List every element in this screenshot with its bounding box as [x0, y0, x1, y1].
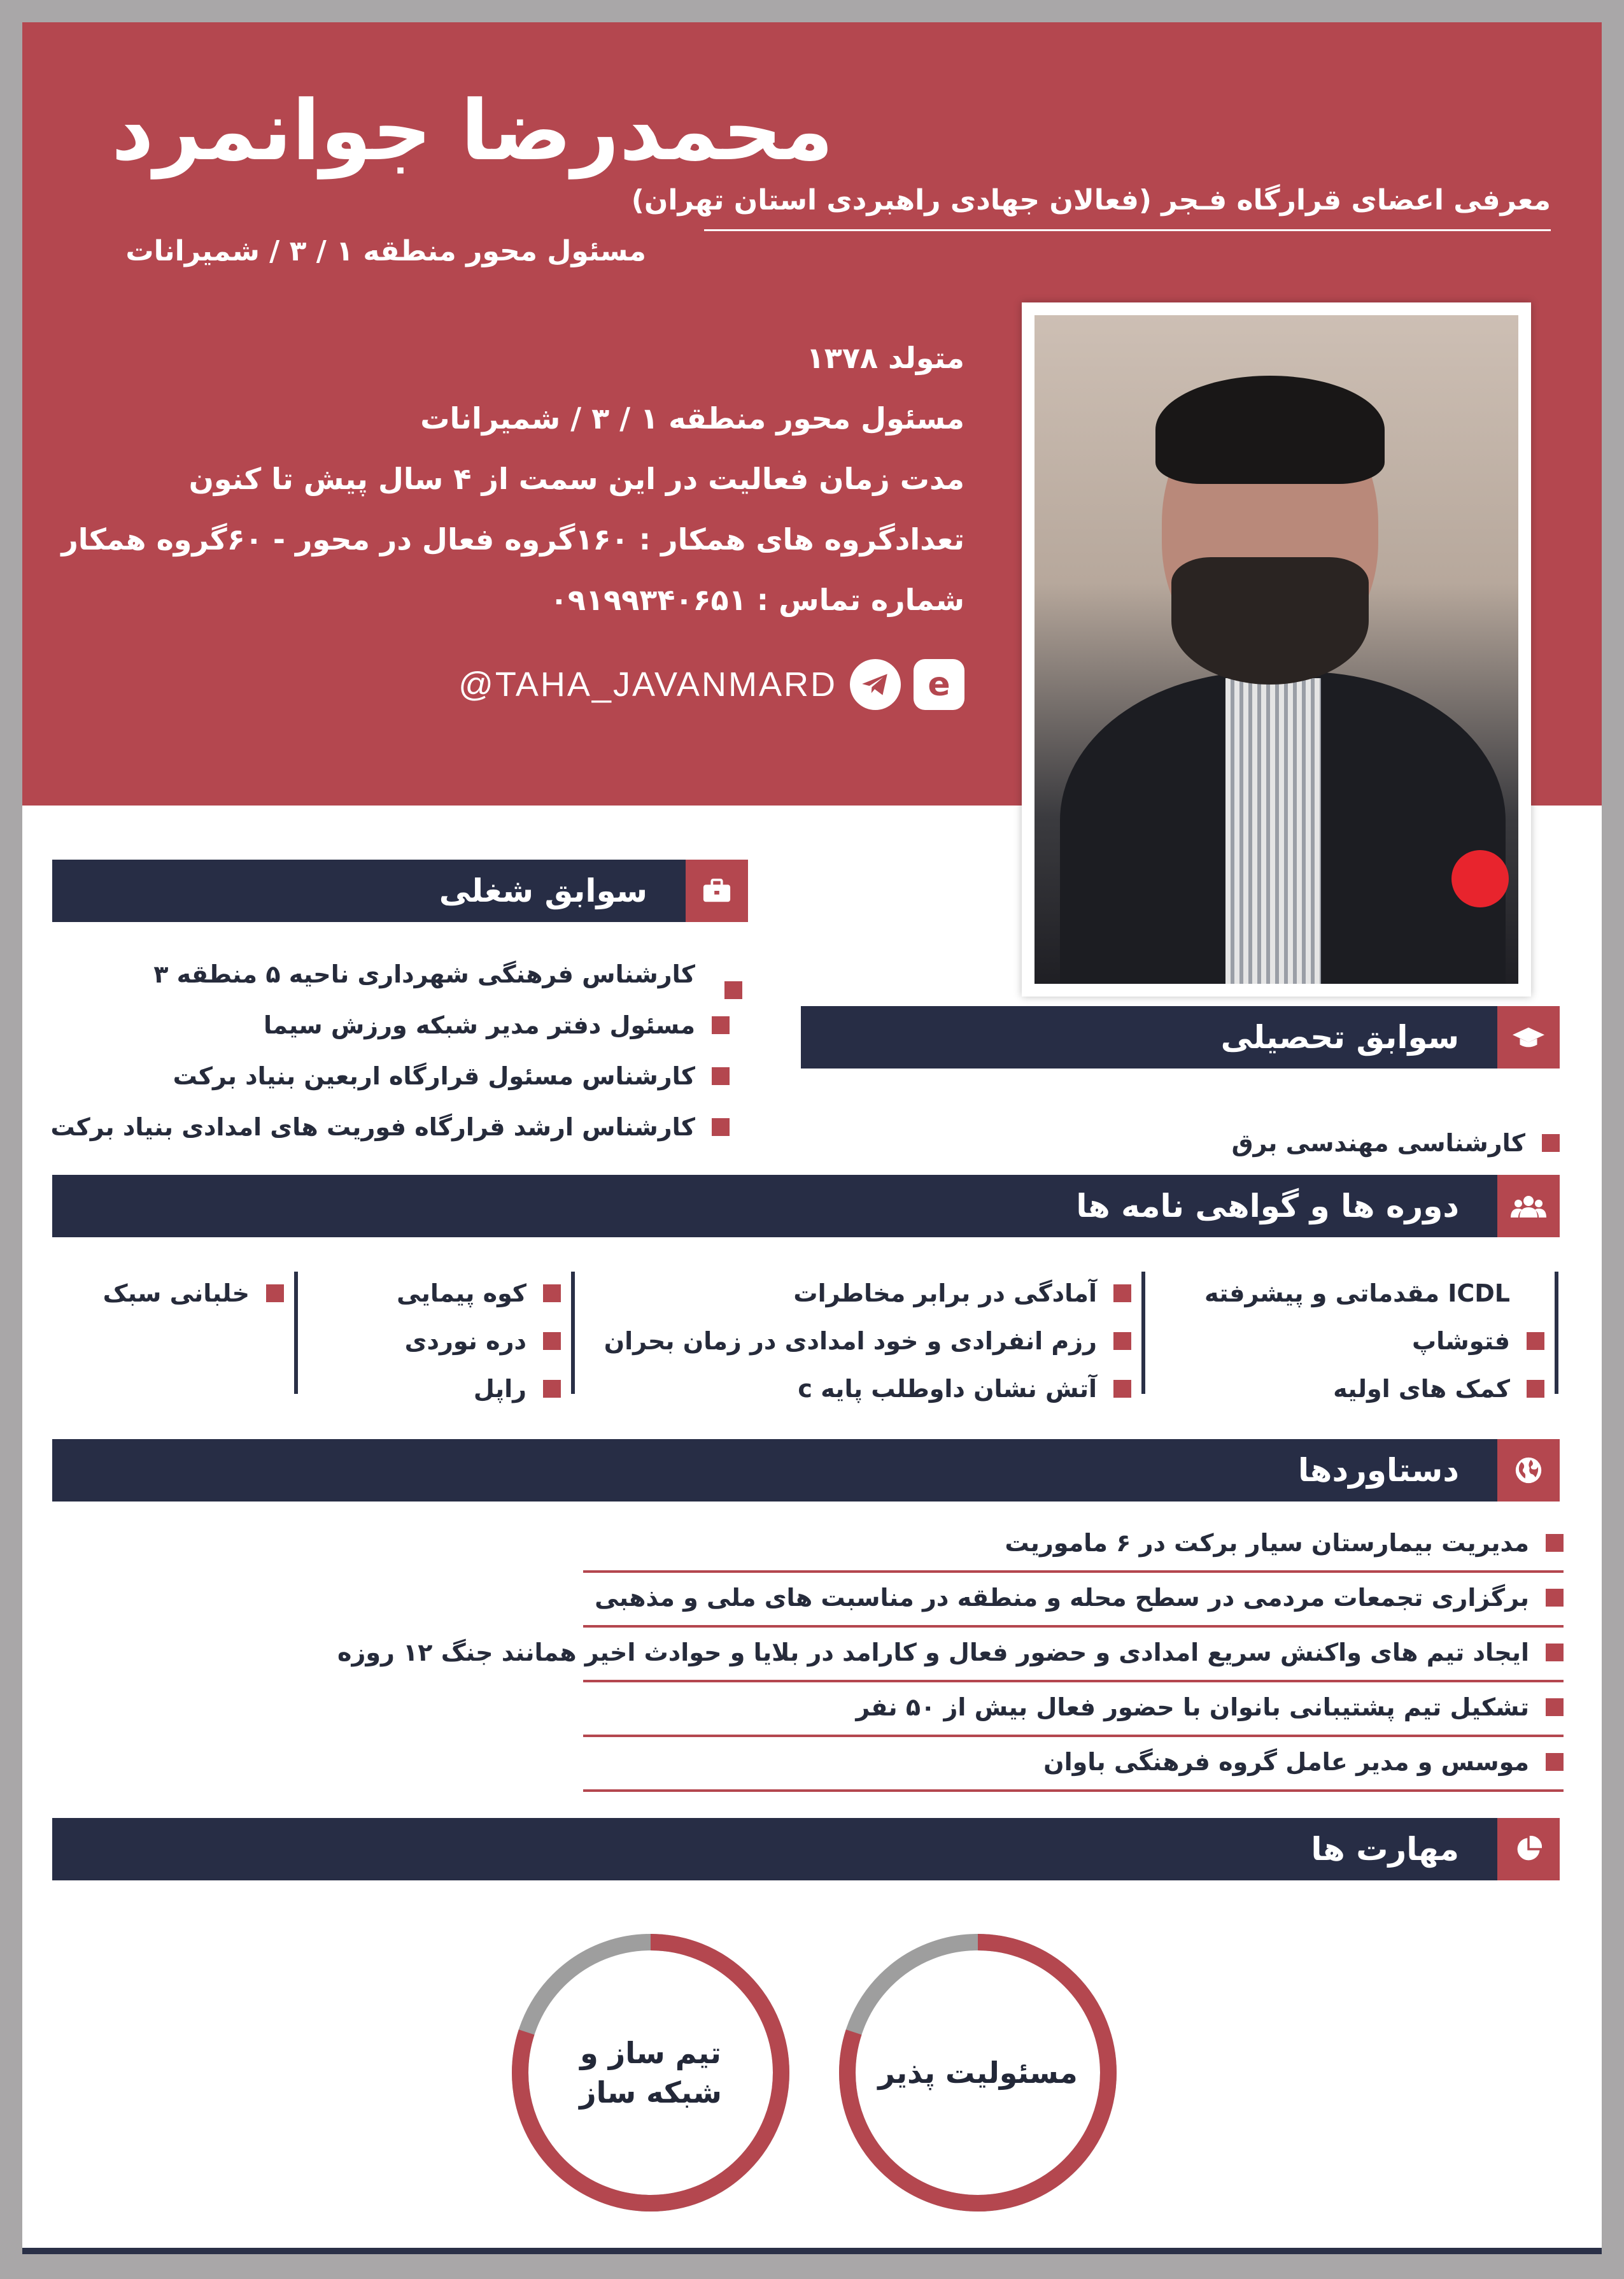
skills-bar: [52, 1818, 1560, 1880]
social-handle[interactable]: @TAHA_JAVANMARD: [458, 665, 837, 704]
skill-label: مسئولیت پذیر: [878, 2055, 1078, 2090]
profile-photo: [1034, 315, 1518, 984]
education-list: [859, 1118, 1560, 1168]
achievement-row: موسس و مدیر عامل گروه فرهنگی باوان: [583, 1735, 1564, 1792]
list-item: آتش نشان داوطلب پایه c: [622, 1365, 1131, 1412]
list-item: فتوشاپ: [1213, 1317, 1544, 1365]
personal-info: [61, 328, 964, 630]
courses-bar: [52, 1175, 1560, 1237]
eitaa-icon[interactable]: e: [914, 659, 964, 710]
list-item: کارشناس فرهنگی شهرداری ناحیه ۵ منطقه ۳: [153, 960, 695, 988]
skill-gauge-responsibility: [831, 1926, 1124, 2219]
courses-column-4: [93, 1269, 284, 1317]
list-item: مسئول دفتر مدیر شبکه ورزش سیما: [29, 1000, 730, 1051]
courses-column-3: [338, 1269, 561, 1412]
pie-chart-icon: [1497, 1818, 1560, 1880]
partner-groups: تعدادگروه های همکار : ۱۶۰گروه فعال در محور - ۶۰گروه همکار: [61, 522, 964, 557]
briefcase-icon: [686, 860, 748, 922]
achievement-row: برگزاری تجمعات مردمی در سطح محله و منطقه در مناسبت های ملی و مذهبی: [583, 1570, 1564, 1628]
education-title: سوابق تحصیلی: [1220, 1019, 1459, 1056]
social-row: [446, 653, 964, 716]
list-item: کارشناس مسئول قرارگاه اربعین بنیاد برکت: [29, 1051, 730, 1102]
achievement-row: ایجاد تیم های واکنش سریع امدادی و حضور فعال و کارامد در بلایا و حوادث اخیر همانند جنگ ۱۲ روزه: [583, 1625, 1564, 1682]
education-bar: [801, 1006, 1560, 1069]
list-item: آمادگی در برابر مخاطرات: [622, 1269, 1131, 1317]
profile-photo-frame: [1022, 302, 1531, 997]
work-history-list: [29, 949, 730, 1153]
work-history-bar: [52, 860, 748, 922]
skill-label: تیم ساز و شبکه ساز: [579, 2036, 722, 2110]
achievement-row: تشکیل تیم پشتیبانی بانوان با حضور فعال بیش از ۵۰ نفر: [583, 1680, 1564, 1737]
list-item: رزم انفرادی و خود امدادی در زمان بحران: [622, 1317, 1131, 1365]
person-name: محمدرضا جوانمرد: [111, 82, 834, 179]
page-subtitle: معرفی اعضای قرارگاه فـجر (فعالان جهادی راهبردی استان تهران): [704, 172, 1551, 231]
work-history-title: سوابق شغلی: [439, 872, 647, 909]
globe-icon: [1497, 1439, 1560, 1502]
list-item: ICDL مقدماتی و پیشرفته: [1204, 1279, 1510, 1307]
position: مسئول محور منطقه ۱ / ۳ / شمیرانات: [420, 401, 964, 436]
birth-year: متولد ۱۳۷۸: [806, 341, 964, 375]
phone-number: شماره تماس : ۰۹۱۹۹۳۴۰۶۵۱: [549, 583, 964, 617]
activity-duration: مدت زمان فعالیت در این سمت از ۴ سال پیش تا کنون: [188, 462, 964, 496]
skill-gauge-team-building: [504, 1926, 797, 2219]
achievement-row: مدیریت بیمارستان سیار برکت در ۶ ماموریت: [583, 1516, 1564, 1573]
list-item: دره نوردی: [338, 1317, 561, 1365]
header-position: مسئول محور منطقه ۱ / ۳ / شمیرانات: [125, 235, 646, 267]
courses-column-2: [604, 1269, 1131, 1412]
list-item: خلبانی سبک: [93, 1269, 284, 1317]
list-item: کارشناسی مهندسی برق: [859, 1118, 1560, 1168]
courses-title: دوره ها و گواهی نامه ها: [1076, 1188, 1459, 1225]
achievements-title: دستاوردها: [1298, 1452, 1459, 1489]
list-item: کارشناس ارشد قرارگاه فوریت های امدادی بنیاد برکت: [29, 1102, 730, 1153]
skills-title: مهارت ها: [1311, 1831, 1459, 1868]
telegram-icon[interactable]: [850, 659, 901, 710]
microphone: [1451, 850, 1509, 907]
achievements-bar: [52, 1439, 1560, 1502]
resume-page: [22, 22, 1602, 2254]
list-item: کوه پیمایی: [338, 1269, 561, 1317]
graduation-cap-icon: [1497, 1006, 1560, 1069]
list-item: راپل: [338, 1365, 561, 1412]
courses-column-1: [1204, 1269, 1544, 1412]
users-icon: [1497, 1175, 1560, 1237]
list-item: کمک های اولیه: [1213, 1365, 1544, 1412]
